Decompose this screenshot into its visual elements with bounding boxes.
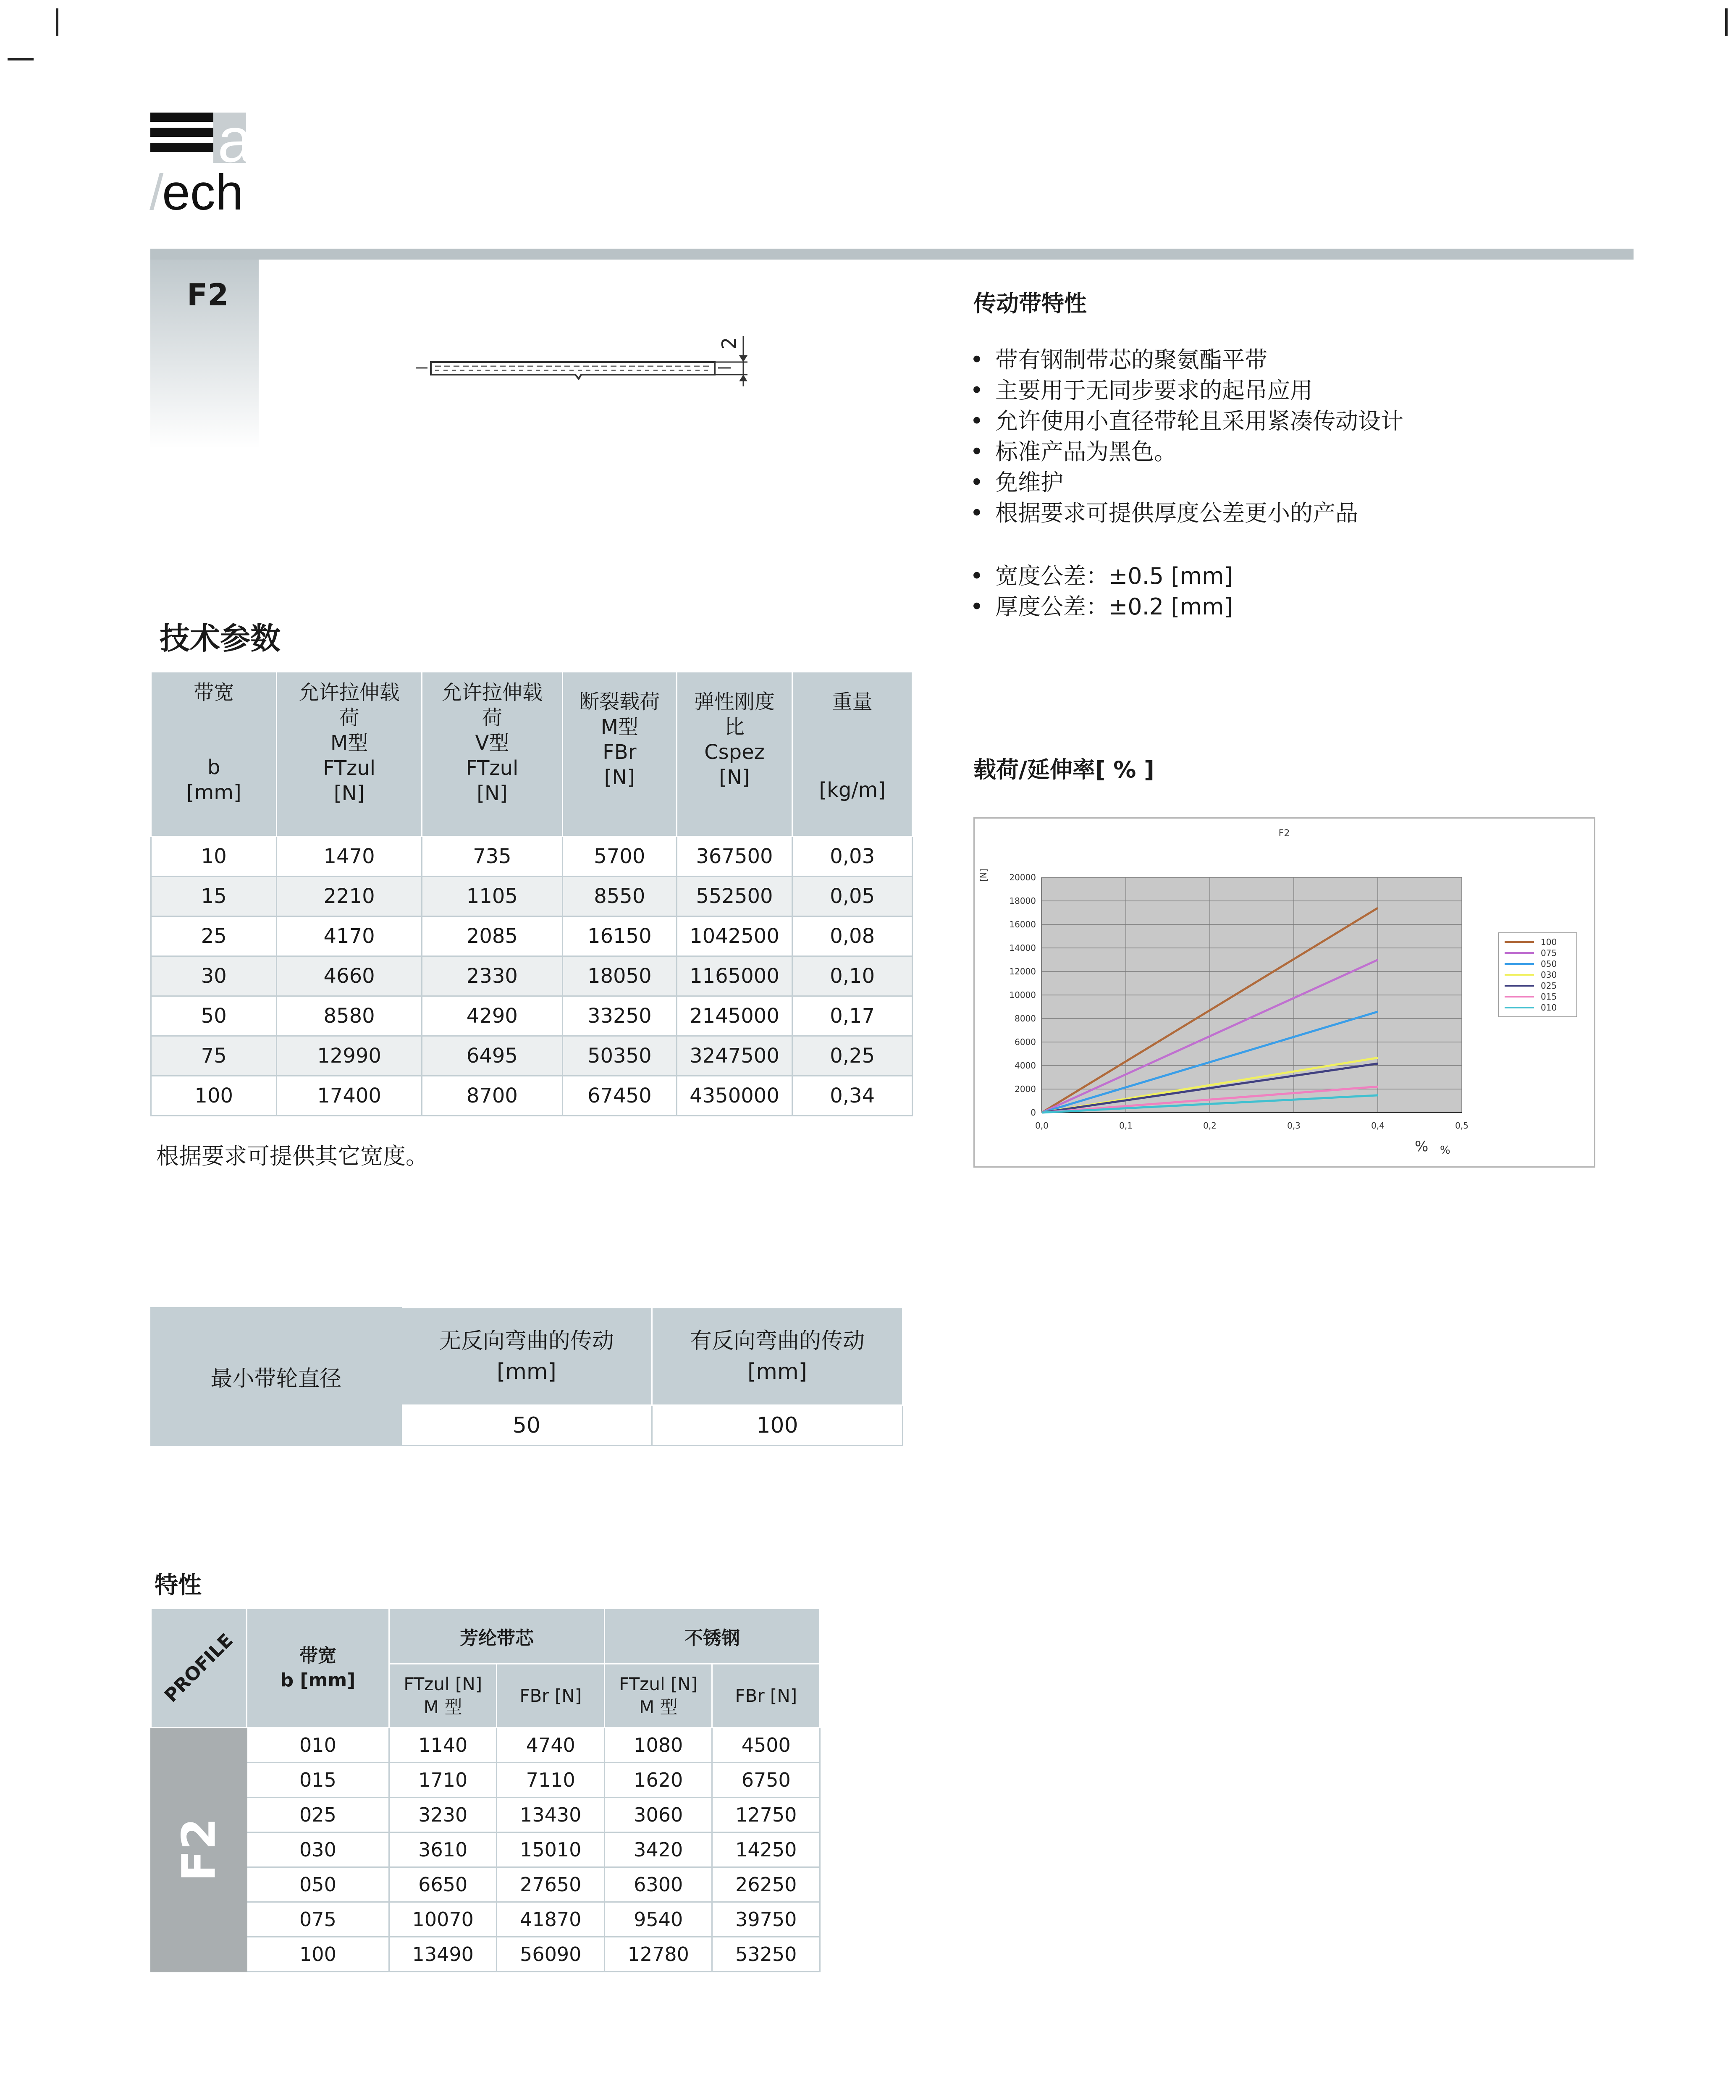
y-tick-label: 16000 xyxy=(1009,919,1036,929)
table-row: 100 17400 8700 67450 4350000 0,34 xyxy=(151,1076,913,1116)
chart-title: F2 xyxy=(1278,828,1290,839)
chart-section-title: 载荷/延伸率[ % ] xyxy=(973,756,1154,783)
legend-label: 015 xyxy=(1541,992,1557,1002)
header-cspez: 弹性刚度 比 Cspez [N] xyxy=(677,672,792,837)
tolerance-list xyxy=(970,561,1233,622)
value-no-reverse: 50 xyxy=(401,1405,652,1446)
y-tick-label: 12000 xyxy=(1009,966,1036,976)
x-tick-label: 0,3 xyxy=(1287,1121,1301,1131)
legend-label: 010 xyxy=(1541,1003,1557,1013)
y-tick-label: 0 xyxy=(1031,1108,1036,1118)
header-aramid-ftzul: FTzul [N] M 型 xyxy=(389,1664,497,1728)
profile-side-label: F2 xyxy=(151,1728,247,1972)
table-row: 10 1470 735 5700 367500 0,03 xyxy=(151,837,913,877)
x-tick-label: 0,1 xyxy=(1119,1121,1133,1131)
header-belt-width: 带宽 b [mm] xyxy=(247,1609,389,1728)
y-tick-label: 10000 xyxy=(1009,990,1036,1000)
properties-title: 特性 xyxy=(155,1572,202,1599)
legend-label: 100 xyxy=(1541,937,1557,947)
y-tick-label: 4000 xyxy=(1015,1060,1036,1071)
header-steel-fbr: FBr [N] xyxy=(712,1664,820,1728)
header-ftzul-m: 允许拉伸载 荷 M型 FTzul [N] xyxy=(277,672,422,837)
table-row: 075 10070 41870 9540 39750 xyxy=(151,1902,820,1937)
tech-params-table xyxy=(150,671,913,1116)
table-row: F2 010 1140 4740 1080 4500 xyxy=(151,1728,820,1763)
y-tick-label: 2000 xyxy=(1015,1084,1036,1094)
x-tick-label: 0,4 xyxy=(1371,1121,1385,1131)
header-steel: 不锈钢 xyxy=(604,1609,820,1664)
characteristic-item: • 根据要求可提供厚度公差更小的产品 xyxy=(970,498,1403,528)
crop-mark-tr-v xyxy=(1725,8,1728,36)
legend-label: 050 xyxy=(1541,959,1557,969)
header-aramid: 芳纶带芯 xyxy=(389,1609,604,1664)
header-fbr: 断裂载荷 M型 FBr [N] xyxy=(563,672,677,837)
dimension-label: 2 xyxy=(718,337,740,349)
table-row: 030 3610 15010 3420 14250 xyxy=(151,1832,820,1867)
table-row: 50 8580 4290 33250 2145000 0,17 xyxy=(151,996,913,1036)
profile-corner xyxy=(151,1609,247,1728)
header-aramid-fbr: FBr [N] xyxy=(497,1664,605,1728)
tech-params-note: 根据要求可提供其它宽度。 xyxy=(156,1143,428,1169)
legend-label: 075 xyxy=(1541,948,1557,958)
x-tick-label: 0,2 xyxy=(1203,1121,1217,1131)
y-tick-label: 6000 xyxy=(1015,1037,1036,1047)
logo-text-slash: / xyxy=(149,164,164,220)
characteristics-title: 传动带特性 xyxy=(973,290,1087,317)
table-row: 050 6650 27650 6300 26250 xyxy=(151,1867,820,1902)
profile-corner-label: PROFILE xyxy=(160,1629,238,1707)
header-band xyxy=(150,249,1634,260)
logo-text-ech: ech xyxy=(162,164,244,220)
min-pulley-table xyxy=(150,1307,903,1446)
properties-table xyxy=(150,1608,821,1972)
chart-svg xyxy=(975,819,1594,1166)
characteristic-item: • 主要用于无同步要求的起吊应用 xyxy=(970,375,1403,406)
belt-cross-section-drawing xyxy=(412,328,764,395)
min-pulley-label: 最小带轮直径 xyxy=(151,1308,401,1446)
x-tick-label: 0,5 xyxy=(1455,1121,1469,1131)
characteristics-list xyxy=(970,344,1403,528)
header-weight: 重量 [kg/m] xyxy=(792,672,913,837)
x-tick-label: 0,0 xyxy=(1035,1121,1049,1131)
y-tick-label: 18000 xyxy=(1009,896,1036,906)
characteristic-item: • 允许使用小直径带轮且采用紧凑传动设计 xyxy=(970,406,1403,436)
y-tick-label: 20000 xyxy=(1009,872,1036,882)
profile-tab-label: F2 xyxy=(187,277,229,312)
characteristic-item: • 标准产品为黑色。 xyxy=(970,436,1403,467)
tolerance-item: • 厚度公差：±0.2 [mm] xyxy=(970,591,1233,622)
y-tick-label: 14000 xyxy=(1009,943,1036,953)
table-row: 015 1710 7110 1620 6750 xyxy=(151,1763,820,1798)
header-width: 带宽 b [mm] xyxy=(151,672,277,837)
value-with-reverse: 100 xyxy=(652,1405,902,1446)
characteristic-item: • 免维护 xyxy=(970,467,1403,498)
logo-text-a: a xyxy=(218,105,253,175)
table-row: 25 4170 2085 16150 1042500 0,08 xyxy=(151,916,913,956)
company-logo xyxy=(149,105,253,220)
tech-params-header-row xyxy=(151,672,913,837)
table-row: 100 13490 56090 12780 53250 xyxy=(151,1937,820,1972)
tolerance-item: • 宽度公差：±0.5 [mm] xyxy=(970,561,1233,591)
header-ftzul-v: 允许拉伸载 荷 V型 FTzul [N] xyxy=(422,672,562,837)
header-with-reverse: 有反向弯曲的传动 [mm] xyxy=(652,1308,902,1405)
legend-label: 030 xyxy=(1541,970,1557,980)
crop-mark-tl-h xyxy=(8,58,34,60)
x-axis-label: % xyxy=(1415,1138,1429,1155)
table-row: 30 4660 2330 18050 1165000 0,10 xyxy=(151,956,913,996)
y-tick-label: 8000 xyxy=(1015,1013,1036,1024)
legend-label: 025 xyxy=(1541,981,1557,991)
characteristic-item: • 带有钢制带芯的聚氨酯平带 xyxy=(970,344,1403,375)
header-no-reverse: 无反向弯曲的传动 [mm] xyxy=(401,1308,652,1405)
header-steel-ftzul: FTzul [N] M 型 xyxy=(604,1664,712,1728)
load-elongation-chart xyxy=(973,817,1595,1168)
table-row: 15 2210 1105 8550 552500 0,05 xyxy=(151,877,913,916)
table-row: 025 3230 13430 3060 12750 xyxy=(151,1798,820,1832)
tech-params-title: 技术参数 xyxy=(160,621,281,656)
table-row: 75 12990 6495 50350 3247500 0,25 xyxy=(151,1036,913,1076)
y-axis-label: [N] xyxy=(978,869,989,882)
x-axis-label-secondary: % xyxy=(1440,1144,1450,1157)
crop-mark-tl-v xyxy=(56,8,58,36)
